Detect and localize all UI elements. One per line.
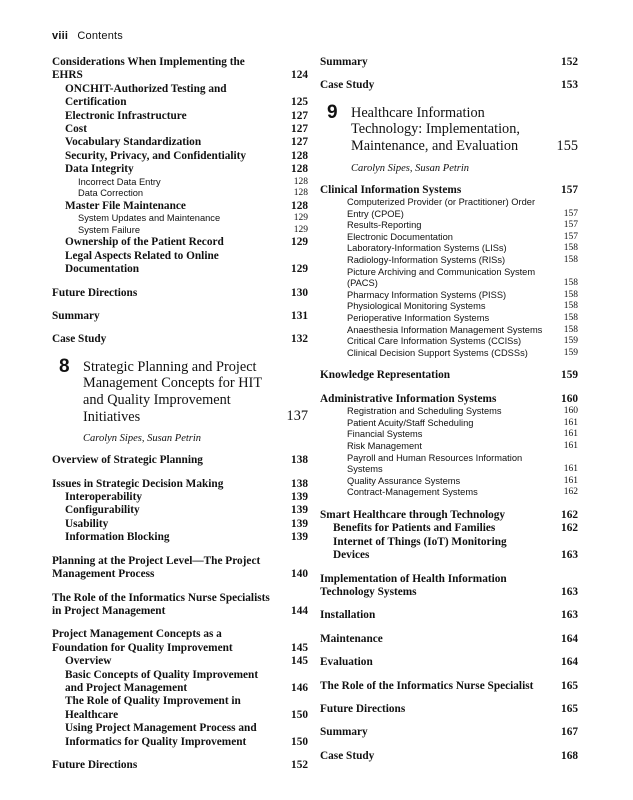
toc-entry-h1[interactable] <box>320 703 578 716</box>
toc-entry-h2[interactable] <box>320 536 578 563</box>
entry-title: Interoperability <box>65 491 142 504</box>
toc-entry-h3[interactable] <box>320 243 578 255</box>
entry-title: Issues in Strategic Decision Making <box>52 477 224 490</box>
entry-title: Future Directions <box>52 758 138 771</box>
page-ref: 158 <box>563 301 578 312</box>
page-ref: 129 <box>293 213 308 224</box>
chapter-number: 9 <box>327 101 338 123</box>
toc-entry-h1[interactable] <box>52 555 308 582</box>
toc-entry-h3[interactable] <box>320 313 578 325</box>
page-ref: 128 <box>293 188 308 199</box>
entry-title: Overview of Strategic Planning <box>52 454 203 467</box>
entry-title: System Failure <box>78 224 140 235</box>
page-ref: 145 <box>291 655 308 668</box>
page-ref: 157 <box>563 231 578 242</box>
toc-entry-h1[interactable] <box>52 310 308 323</box>
page-ref: 129 <box>293 224 308 235</box>
page-ref: 160 <box>561 392 578 405</box>
page-ref: 127 <box>291 123 308 136</box>
entry-title: Radiology-Information Systems (RISs) <box>347 254 506 265</box>
entry-title: System Updates and Maintenance <box>78 213 221 224</box>
page-ref: 153 <box>561 79 578 92</box>
page-ref: 158 <box>563 324 578 335</box>
entry-title: Future Directions <box>320 702 406 715</box>
page-ref: 161 <box>563 440 578 451</box>
entry-title: Physiological Monitoring Systems <box>347 301 486 312</box>
entry-title: Picture Archiving and Communication System (PACS) <box>347 266 536 289</box>
page-ref: 152 <box>561 56 578 68</box>
toc-entry-h1[interactable] <box>52 454 308 467</box>
toc-entry-h3[interactable] <box>320 325 578 337</box>
entry-title: Cost <box>65 123 87 136</box>
page-ref: 127 <box>291 109 308 122</box>
toc-entry-h2[interactable] <box>52 669 308 696</box>
page-ref: 152 <box>291 758 308 771</box>
toc-entry-h1[interactable] <box>320 79 578 92</box>
entry-title: Configurability <box>65 504 140 517</box>
page-ref: 159 <box>563 336 578 347</box>
entry-title: Computerized Provider (or Practitioner) Order Entry (CPOE) <box>347 197 536 219</box>
toc-entry-h1[interactable] <box>320 509 578 522</box>
entry-title: Planning at the Project Level—The Project Management Process <box>52 554 261 581</box>
entry-title: Summary <box>320 726 368 739</box>
toc-entry-h3[interactable] <box>320 487 578 499</box>
entry-title: Pharmacy Information Systems (PISS) <box>347 289 507 300</box>
chapter-number: 8 <box>59 355 70 377</box>
toc-entry-h2[interactable] <box>52 250 308 277</box>
entry-title: Using Project Management Process and Informatics for Quality Improvement <box>65 722 257 748</box>
entry-title: Electronic Documentation <box>347 231 453 242</box>
page-number: viii <box>52 30 69 42</box>
entry-title: Clinical Information Systems <box>320 183 462 196</box>
entry-title: Evaluation <box>320 656 373 669</box>
entry-title: Case Study <box>52 333 107 346</box>
page-ref: 129 <box>291 236 308 249</box>
toc-entry-h2[interactable] <box>52 518 308 531</box>
toc-entry-h2[interactable] <box>52 110 308 123</box>
entry-title: Basic Concepts of Quality Improvement and Project Management <box>65 668 259 694</box>
page-ref: 137 <box>286 408 308 425</box>
page-ref: 158 <box>563 278 578 289</box>
entry-title: The Role of the Informatics Nurse Specialists in Project Management <box>52 591 270 617</box>
page-ref: 128 <box>291 149 308 162</box>
entry-title: Summary <box>52 310 100 323</box>
entry-title: Knowledge Representation <box>320 369 451 382</box>
entry-title: Results-Reporting <box>347 220 422 231</box>
toc-left-column <box>52 56 308 772</box>
toc-entry-h3[interactable] <box>320 255 578 267</box>
toc-entry-h2[interactable] <box>52 136 308 149</box>
page-ref: 163 <box>561 585 578 598</box>
toc-entry-h3[interactable] <box>52 177 308 189</box>
toc-entry-h3[interactable] <box>320 301 578 313</box>
toc-entry-h1[interactable] <box>320 393 578 406</box>
toc-entry-h1[interactable] <box>320 656 578 669</box>
entry-title: Installation <box>320 609 376 622</box>
entry-title: Case Study <box>320 79 375 92</box>
page-ref: 157 <box>561 183 578 196</box>
toc-entry-h1[interactable] <box>320 680 578 693</box>
page-ref: 162 <box>563 487 578 498</box>
entry-title: Overview <box>65 655 112 668</box>
entry-title: Smart Healthcare through Technology <box>320 508 506 521</box>
entry-title: Contract-Management Systems <box>347 487 478 498</box>
page-ref: 129 <box>291 263 308 276</box>
toc-entry-h1[interactable] <box>52 333 308 346</box>
entry-title: Quality Assurance Systems <box>347 475 461 486</box>
toc-entry-h1[interactable] <box>52 478 308 491</box>
page-ref: 164 <box>561 632 578 645</box>
page-ref: 130 <box>291 286 308 299</box>
toc-entry-h2[interactable] <box>52 236 308 249</box>
entry-title: Payroll and Human Resources Information Systems <box>347 452 523 475</box>
toc-entry-h1[interactable] <box>320 726 578 739</box>
page-ref: 139 <box>291 531 308 544</box>
page-ref: 164 <box>561 656 578 669</box>
page-ref: 165 <box>561 702 578 715</box>
toc-entry-h3[interactable] <box>52 213 308 225</box>
entry-title: Data Integrity <box>65 163 134 176</box>
page-ref: 128 <box>293 176 308 187</box>
toc-entry-h3[interactable] <box>320 220 578 232</box>
entry-title: Data Correction <box>78 188 144 199</box>
toc-entry-h3[interactable] <box>320 418 578 430</box>
entry-title: Laboratory-Information Systems (LISs) <box>347 243 507 254</box>
toc-entry-h3[interactable] <box>320 336 578 348</box>
toc-entry-h2[interactable] <box>52 531 308 544</box>
toc-entry-h1[interactable] <box>52 628 308 655</box>
page-ref: 138 <box>291 477 308 490</box>
toc-entry-h1[interactable] <box>52 56 308 83</box>
chapter-entry[interactable] <box>52 355 308 445</box>
toc-entry-h3[interactable] <box>320 197 578 220</box>
entry-title: Considerations When Implementing the EHRS <box>52 56 245 82</box>
entry-title: ONCHIT-Authorized Testing and Certification <box>65 82 227 109</box>
page-ref: 128 <box>291 163 308 176</box>
toc-entry-h2[interactable] <box>320 522 578 535</box>
chapter-authors: Carolyn Sipes, Susan Petrin <box>351 162 470 174</box>
page-ref: 161 <box>563 417 578 428</box>
page-ref: 165 <box>561 679 578 692</box>
page-ref: 163 <box>561 609 578 622</box>
page-ref: 140 <box>291 568 308 581</box>
entry-title: Vocabulary Standardization <box>65 136 202 149</box>
entry-title: Administrative Information Systems <box>320 392 497 405</box>
page-ref: 168 <box>561 749 578 762</box>
toc-entry-h2[interactable] <box>52 123 308 136</box>
page-ref: 159 <box>561 369 578 382</box>
entry-title: Implementation of Health Information Technology Systems <box>320 572 507 598</box>
entry-title: Registration and Scheduling Systems <box>347 406 502 417</box>
toc-entry-h2[interactable] <box>52 163 308 176</box>
entry-title: Usability <box>65 517 109 530</box>
toc-entry-h1[interactable] <box>320 609 578 622</box>
entry-title: Benefits for Patients and Families <box>333 522 496 535</box>
entry-title: The Role of Quality Improvement in Healthcare <box>65 695 241 721</box>
page-ref: 161 <box>563 429 578 440</box>
toc-entry-h3[interactable] <box>320 441 578 453</box>
page-ref: 150 <box>291 708 308 721</box>
page-ref: 167 <box>561 726 578 739</box>
page-ref: 125 <box>291 96 308 109</box>
page-ref: 144 <box>291 604 308 617</box>
entry-title: Case Study <box>320 749 375 762</box>
page-ref: 146 <box>291 681 308 694</box>
page-ref: 139 <box>291 504 308 517</box>
entry-title: Project Management Concepts as a Foundation for Quality Improvement <box>52 628 233 654</box>
entry-title: Clinical Decision Support Systems (CDSSs) <box>347 347 528 358</box>
entry-title: Internet of Things (IoT) Monitoring Devices <box>333 535 507 562</box>
toc-entry-h3[interactable] <box>320 453 578 476</box>
entry-title: Legal Aspects Related to Online Documentation <box>65 249 219 276</box>
entry-title: Maintenance <box>320 632 383 645</box>
page-ref: 158 <box>563 254 578 265</box>
toc-entry-h3[interactable] <box>320 290 578 302</box>
running-title: Contents <box>77 30 123 42</box>
toc-entry-h3[interactable] <box>52 225 308 237</box>
page-ref: 158 <box>563 289 578 300</box>
page-ref: 155 <box>556 137 578 154</box>
toc-entry-h1[interactable] <box>320 633 578 646</box>
page-ref: 162 <box>561 508 578 521</box>
page-ref: 131 <box>291 310 308 323</box>
toc-entry-h1[interactable] <box>52 287 308 300</box>
toc-entry-h3[interactable] <box>52 188 308 200</box>
page-ref: 163 <box>561 549 578 562</box>
toc-entry-h3[interactable] <box>320 232 578 244</box>
entry-title: Master File Maintenance <box>65 199 186 212</box>
toc-entry-h3[interactable] <box>320 348 578 360</box>
toc-entry-h3[interactable] <box>320 429 578 441</box>
chapter-title: Healthcare Information Technology: Implementation, Maintenance, and Evaluation <box>351 104 520 154</box>
entry-title: Critical Care Information Systems (CCISs) <box>347 336 522 347</box>
toc-entry-h3[interactable] <box>320 406 578 418</box>
toc-entry-h3[interactable] <box>320 267 578 290</box>
toc-entry-h1[interactable] <box>320 369 578 382</box>
entry-title: Perioperative Information Systems <box>347 312 490 323</box>
toc-entry-h1[interactable] <box>52 759 308 772</box>
entry-title: Anaesthesia Information Management Systems <box>347 324 543 335</box>
page-ref: 132 <box>291 333 308 346</box>
page-ref: 158 <box>563 312 578 323</box>
entry-title: Patient Acuity/Staff Scheduling <box>347 417 474 428</box>
entry-title: Summary <box>320 56 368 68</box>
toc-entry-h3[interactable] <box>320 476 578 488</box>
page-ref: 158 <box>563 243 578 254</box>
toc-entry-h1[interactable] <box>320 573 578 600</box>
entry-title: The Role of the Informatics Nurse Specialist <box>320 679 534 692</box>
entry-title: Incorrect Data Entry <box>78 176 161 187</box>
entry-title: Financial Systems <box>347 429 423 440</box>
page-ref: 139 <box>291 491 308 504</box>
entry-title: Risk Management <box>347 440 422 451</box>
chapter-entry[interactable] <box>320 101 578 174</box>
toc-entry-h1[interactable] <box>320 56 578 69</box>
toc-entry-h1[interactable] <box>52 592 308 619</box>
toc-entry-h2[interactable] <box>52 491 308 504</box>
toc-entry-h1[interactable] <box>320 184 578 197</box>
chapter-title: Strategic Planning and Project Management Concepts for HIT and Quality Improvement Initiatives <box>83 358 262 425</box>
page-ref: 139 <box>291 517 308 530</box>
chapter-authors: Carolyn Sipes, Susan Petrin <box>83 433 202 445</box>
page-ref: 160 <box>563 406 578 417</box>
page-ref: 157 <box>563 220 578 231</box>
page-ref: 159 <box>563 347 578 358</box>
toc-entry-h2[interactable] <box>52 695 308 722</box>
toc-entry-h2[interactable] <box>52 504 308 517</box>
toc-right-column <box>320 56 578 763</box>
page-ref: 161 <box>563 475 578 486</box>
toc-entry-h2[interactable] <box>52 655 308 668</box>
entry-title: Electronic Infrastructure <box>65 109 187 122</box>
page-ref: 138 <box>291 454 308 467</box>
page-ref: 145 <box>291 641 308 654</box>
entry-title: Security, Privacy, and Confidentiality <box>65 149 247 162</box>
toc-entry-h2[interactable] <box>52 200 308 213</box>
page-ref: 161 <box>563 464 578 475</box>
entry-title: Information Blocking <box>65 531 170 544</box>
page-ref: 124 <box>291 69 308 82</box>
toc-entry-h2[interactable] <box>52 722 308 749</box>
toc-entry-h2[interactable] <box>52 83 308 110</box>
entry-title: Future Directions <box>52 286 138 299</box>
page-header <box>52 30 123 42</box>
page-ref: 150 <box>291 735 308 748</box>
toc-entry-h1[interactable] <box>320 750 578 763</box>
page-ref: 128 <box>291 199 308 212</box>
page-ref: 162 <box>561 522 578 535</box>
page-ref: 127 <box>291 136 308 149</box>
page-ref: 157 <box>563 208 578 219</box>
entry-title: Ownership of the Patient Record <box>65 236 224 249</box>
toc-entry-h2[interactable] <box>52 150 308 163</box>
